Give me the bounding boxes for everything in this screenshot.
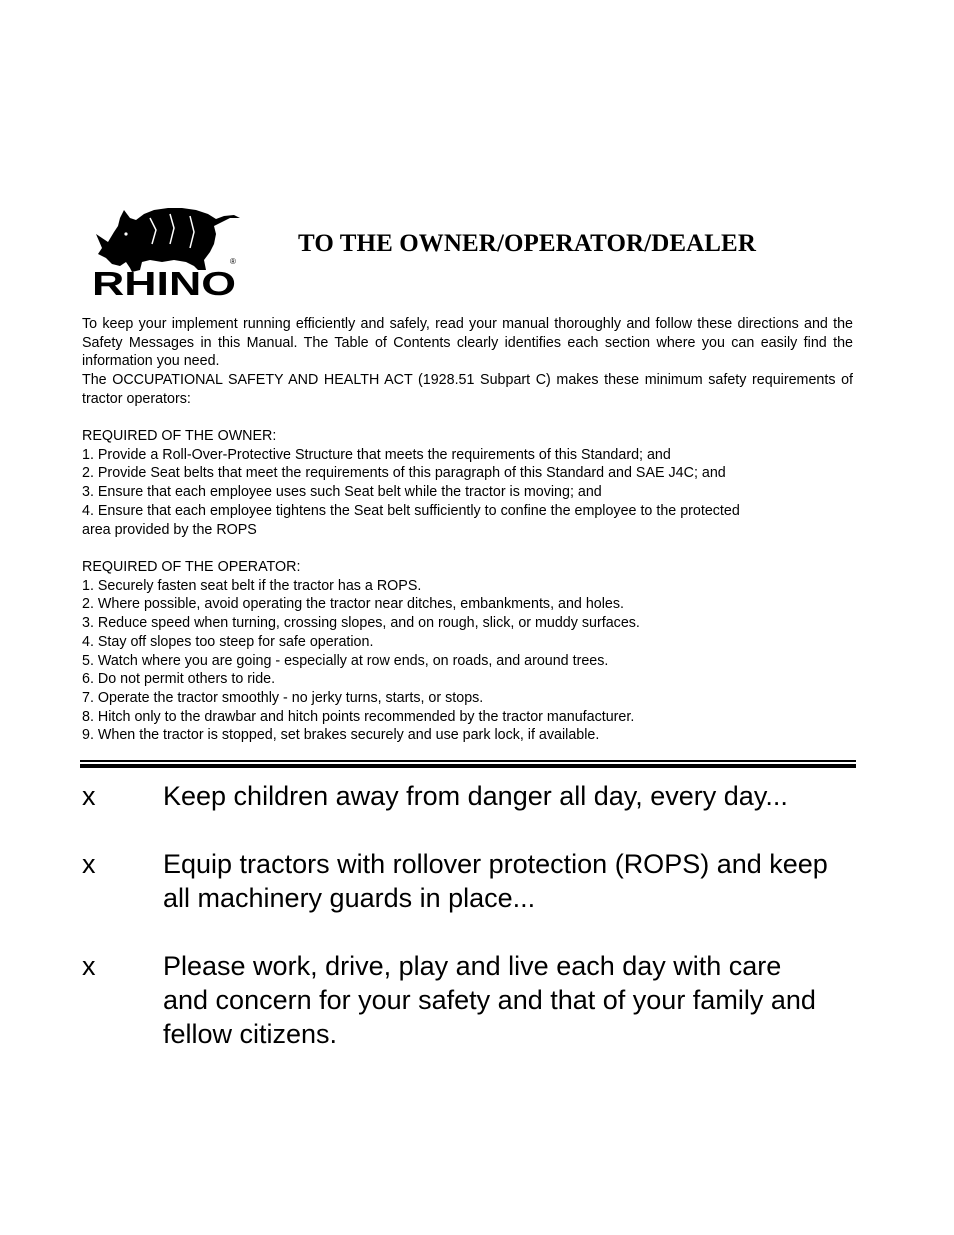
list-item: 8. Hitch only to the drawbar and hitch points recommended by the tractor manufacturer. [82,708,635,725]
page-title: TO THE OWNER/OPERATOR/DEALER [298,230,756,257]
rhino-logo [90,204,242,298]
list-item: 1. Securely fasten seat belt if the tractor has a ROPS. [82,577,422,594]
list-item: 6. Do not permit others to ride. [82,671,276,688]
list-item: 5. Watch where you are going - especially at row ends, on roads, and around trees. [82,652,609,669]
list-item: 3. Ensure that each employee uses such Seat belt while the tractor is moving; and [82,484,602,501]
owner-requirements [82,427,853,539]
list-item: 4. Stay off slopes too steep for safe operation. [82,633,374,650]
bullet-line: Equip tractors with rollover protection (ROPS) and keep [163,849,828,879]
bullet-line: Please work, drive, play and live each day with care [163,951,782,981]
list-item: area provided by the ROPS [82,521,257,538]
bullet-marker: x [82,781,96,811]
bullet-marker: x [82,951,96,981]
bullet-line: fellow citizens. [163,1019,338,1049]
list-item: 1. Provide a Roll-Over-Protective Structure that meets the requirements of this Standard; and [82,446,671,463]
bullet-item [82,949,862,1051]
list-item: 2. Provide Seat belts that meet the requirements of this paragraph of this Standard and SAE J4C; and [82,465,726,482]
operator-requirements [82,558,853,745]
bullet-line: all machinery guards in place... [163,883,536,913]
divider-thick [80,764,856,768]
list-item: 4. Ensure that each employee tightens the Seat belt sufficiently to confine the employee to the protected [82,502,740,519]
bullet-item [82,779,862,813]
bullet-line: Keep children away from danger all day, every day... [163,781,788,811]
logo-wordmark: RHINO [92,265,236,298]
bullet-item [82,847,862,915]
list-item: 2. Where possible, avoid operating the tractor near ditches, embankments, and holes. [82,596,624,613]
osha-paragraph: The OCCUPATIONAL SAFETY AND HEALTH ACT (1928.51 Subpart C) makes these minimum safety requirements of tractor operators: [82,372,853,407]
logo-registered-mark: ® [230,257,236,266]
bullet-marker: x [82,849,96,879]
list-item: 9. When the tractor is stopped, set brakes securely and use park lock, if available. [82,727,600,744]
intro-paragraph: To keep your implement running efficiently and safely, read your manual thoroughly and follow these directions and the Safety Messages in this Manual. The Table of Contents clearly identifies each section where you can easily find the information you need. [82,316,853,370]
intro-section [82,315,853,409]
owner-heading: REQUIRED OF THE OWNER: [82,428,277,444]
list-item: 7. Operate the tractor smoothly - no jerky turns, starts, or stops. [82,689,484,706]
list-item: 3. Reduce speed when turning, crossing slopes, and on rough, slick, or muddy surfaces. [82,615,640,632]
bullet-line: and concern for your safety and that of your family and [163,985,816,1015]
operator-heading: REQUIRED OF THE OPERATOR: [82,559,301,575]
divider-thin [80,760,856,762]
safety-bullets [82,779,862,1085]
rhino-silhouette-icon [96,208,240,272]
